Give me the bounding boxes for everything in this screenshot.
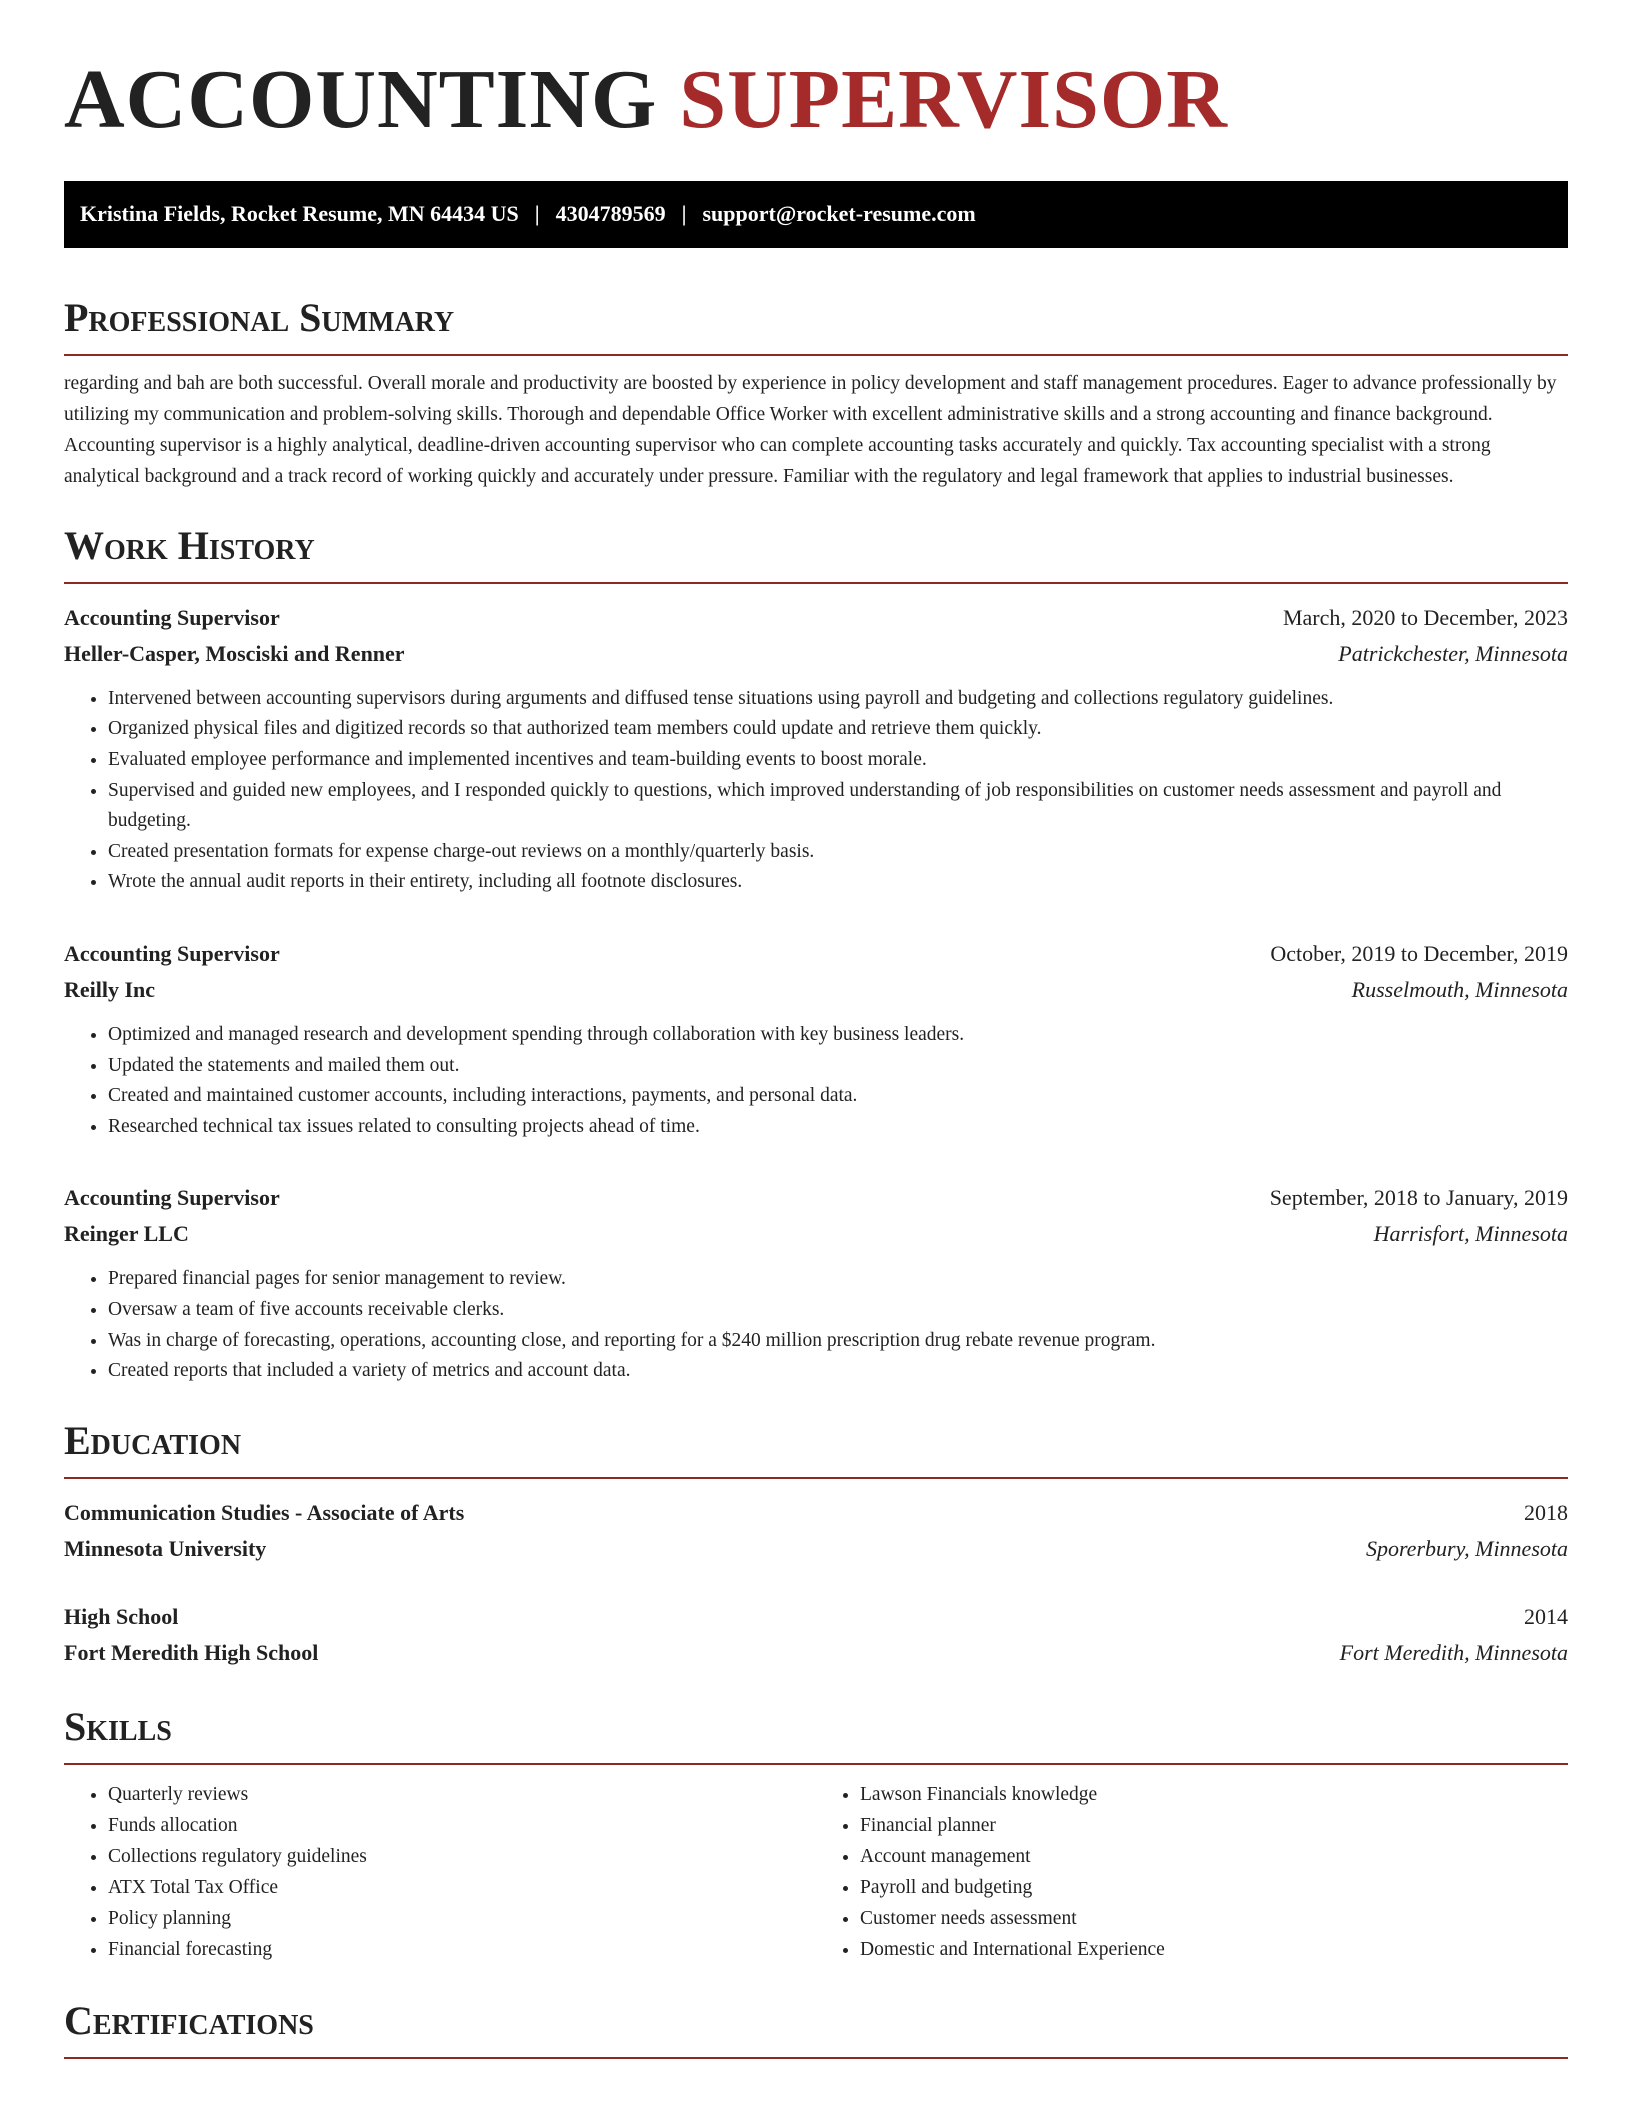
- job-location: Patrickchester, Minnesota: [1338, 640, 1568, 666]
- job-company: Reilly Inc: [64, 976, 156, 1002]
- job-entry: [64, 936, 1568, 1142]
- education-location: Sporerbury, Minnesota: [1365, 1535, 1568, 1561]
- education-school: Minnesota University: [64, 1535, 267, 1561]
- job-bullets: [64, 1264, 1568, 1386]
- contact-phone: 4304789569: [555, 201, 666, 227]
- job-company: Heller-Casper, Mosciski and Renner: [64, 640, 405, 666]
- list-item: • Intervened between accounting supervisors during arguments and diffused tense situations using payroll and budgeting and collections regulatory guidelines.: [108, 684, 1568, 715]
- job-title: Accounting Supervisor: [64, 1185, 280, 1211]
- education-year: 2018: [1524, 1499, 1568, 1525]
- title-accent: SUPERVISOR: [679, 53, 1228, 146]
- section-heading: Work History: [64, 522, 315, 568]
- list-item: • Updated the statements and mailed them out.: [108, 1051, 1568, 1082]
- education-year: 2014: [1524, 1603, 1568, 1629]
- job-entry: [64, 600, 1568, 898]
- list-item: • Optimized and managed research and development spending through collaboration with key business leaders.: [108, 1020, 1568, 1051]
- list-item: • Was in charge of forecasting, operations, accounting close, and reporting for a $240 million prescription drug rebate revenue program.: [108, 1326, 1568, 1357]
- contact-address: Kristina Fields, Rocket Resume, MN 64434 US: [80, 201, 519, 227]
- list-item: • Created and maintained customer accounts, including interactions, payments, and personal data.: [108, 1081, 1568, 1112]
- list-item: • Account management: [860, 1841, 1568, 1872]
- job-company: Reinger LLC: [64, 1221, 189, 1247]
- contact-email: support@rocket-resume.com: [702, 201, 976, 227]
- list-item: • Funds allocation: [108, 1810, 816, 1841]
- job-bullets: [64, 1020, 1568, 1142]
- list-item: • Organized physical files and digitized records so that authorized team members could update and retrieve them quickly.: [108, 714, 1568, 745]
- resume-title: [64, 50, 1568, 151]
- section-heading: Professional Summary: [64, 294, 455, 340]
- list-item: • Oversaw a team of five accounts receivable clerks.: [108, 1295, 1568, 1326]
- section-heading: Skills: [64, 1703, 172, 1749]
- list-item: • Created reports that included a variety of metrics and account data.: [108, 1356, 1568, 1387]
- list-item: • Lawson Financials knowledge: [860, 1779, 1568, 1810]
- education-location: Fort Meredith, Minnesota: [1339, 1639, 1568, 1665]
- job-dates: October, 2019 to December, 2019: [1270, 940, 1568, 966]
- list-item: • Financial forecasting: [108, 1934, 816, 1965]
- list-item: • Wrote the annual audit reports in their entirety, including all footnote disclosures.: [108, 867, 1568, 898]
- skills-list-right: [816, 1779, 1568, 1965]
- section-divider: [64, 354, 1568, 356]
- job-title: Accounting Supervisor: [64, 940, 280, 966]
- education-entry: [64, 1599, 1568, 1671]
- job-dates: March, 2020 to December, 2023: [1282, 604, 1568, 630]
- work-history-section: [64, 524, 1568, 1387]
- summary-text: regarding and bah are both successful. Overall morale and productivity are boosted by experience in policy development and staff management procedures. Eager to advance professionally by utilizing my communication and problem-solving skills. Thorough and dependable Office Worker with excellent administrative skills and a strong accounting and finance background. Accounting supervisor is a highly analytical, deadline-driven accounting supervisor who can complete accounting tasks accurately and quickly. Tax accounting specialist with a strong analytical background and a track record of working quickly and accurately under pressure. Familiar with the regulatory and legal framework that applies to industrial businesses.: [64, 372, 1557, 487]
- list-item: • ATX Total Tax Office: [108, 1872, 816, 1903]
- section-divider: [64, 1763, 1568, 1765]
- list-item: • Created presentation formats for expense charge-out reviews on a monthly/quarterly basis.: [108, 837, 1568, 868]
- list-item: • Payroll and budgeting: [860, 1872, 1568, 1903]
- job-location: Harrisfort, Minnesota: [1373, 1221, 1568, 1247]
- education-degree: High School: [64, 1603, 179, 1629]
- education-degree: Communication Studies - Associate of Arts: [64, 1499, 465, 1525]
- education-section: [64, 1419, 1568, 1671]
- education-school: Fort Meredith High School: [64, 1639, 319, 1665]
- job-location: Russelmouth, Minnesota: [1351, 976, 1568, 1002]
- contact-separator: |: [534, 201, 540, 227]
- skills-list-left: [64, 1779, 816, 1965]
- list-item: • Researched technical tax issues related to consulting projects ahead of time.: [108, 1112, 1568, 1143]
- section-divider: [64, 2057, 1568, 2059]
- list-item: • Supervised and guided new employees, and I responded quickly to questions, which improved understanding of job responsibilities on customer needs assessment and payroll and budgeting.: [108, 776, 1568, 837]
- section-heading: Education: [64, 1417, 242, 1463]
- job-title: Accounting Supervisor: [64, 604, 280, 630]
- skills-section: [64, 1705, 1568, 1965]
- section-heading: Certifications: [64, 1997, 314, 2043]
- section-divider: [64, 582, 1568, 584]
- section-divider: [64, 1477, 1568, 1479]
- job-dates: September, 2018 to January, 2019: [1269, 1185, 1568, 1211]
- certifications-section: [64, 1999, 1568, 2059]
- title-main: ACCOUNTING: [64, 53, 658, 146]
- list-item: • Customer needs assessment: [860, 1903, 1568, 1934]
- contact-bar: [64, 181, 1568, 248]
- list-item: • Prepared financial pages for senior management to review.: [108, 1264, 1568, 1295]
- list-item: • Policy planning: [108, 1903, 816, 1934]
- list-item: • Financial planner: [860, 1810, 1568, 1841]
- summary-section: [64, 296, 1568, 492]
- list-item: • Collections regulatory guidelines: [108, 1841, 816, 1872]
- job-bullets: [64, 684, 1568, 898]
- skills-columns: [64, 1779, 1568, 1965]
- contact-separator: |: [681, 201, 687, 227]
- education-entry: [64, 1495, 1568, 1567]
- list-item: • Domestic and International Experience: [860, 1934, 1568, 1965]
- list-item: • Evaluated employee performance and implemented incentives and team-building events to boost morale.: [108, 745, 1568, 776]
- job-entry: [64, 1180, 1568, 1386]
- list-item: • Quarterly reviews: [108, 1779, 816, 1810]
